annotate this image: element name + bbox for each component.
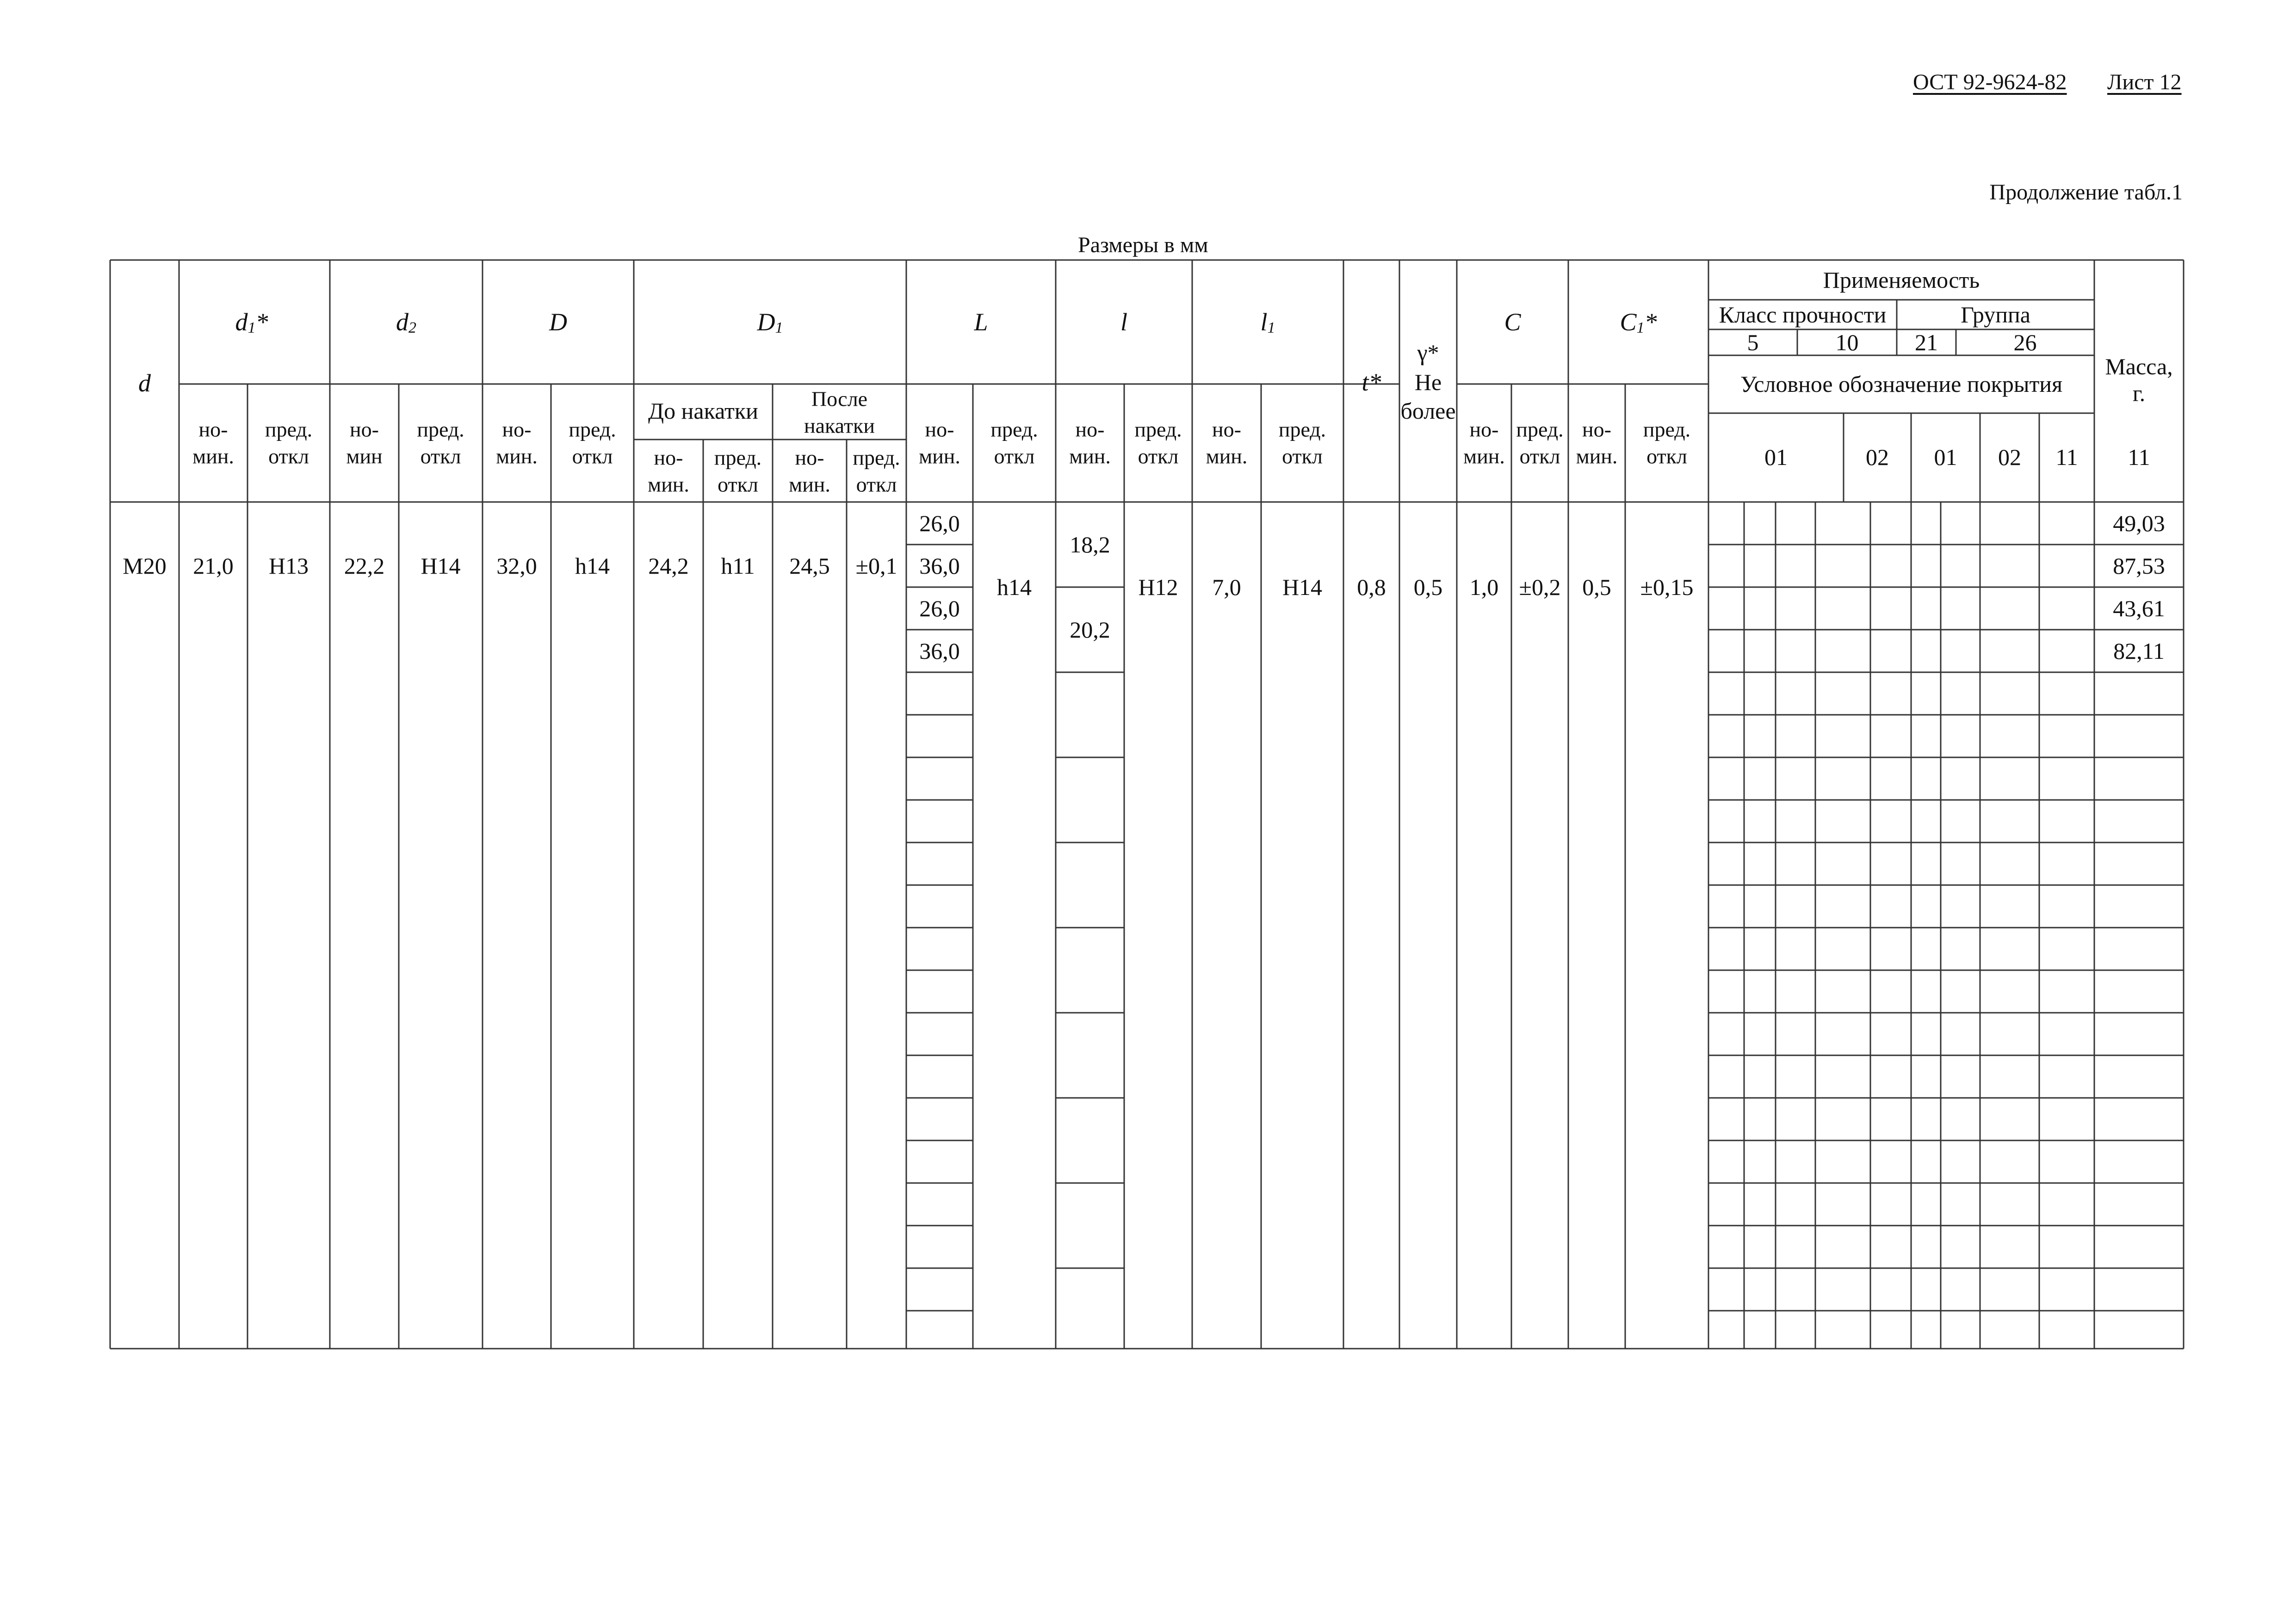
cell-d2-nom: 22,2 (344, 553, 385, 579)
pred-otkl-D1-1-line2: откл (856, 472, 897, 496)
header-d: d (138, 369, 151, 397)
cell-D1-before-tol: h11 (721, 553, 755, 579)
coating-code-2: 01 (1934, 444, 1957, 470)
nom-min-3-line2: мин. (1069, 444, 1111, 468)
cell-d2-tol: Н14 (421, 553, 461, 579)
pred-otkl-1-line1: пред. (417, 417, 464, 441)
pred-otkl-C1-line2: откл (1646, 444, 1687, 468)
nom-min-d2-line1: но- (350, 417, 379, 441)
header-applicability: Применяемость (1823, 267, 1980, 293)
nom-min-4-line2: мин. (1206, 444, 1248, 468)
header-gamma: γ* (1417, 340, 1439, 365)
nom-min-D1-0-line1: но- (654, 446, 683, 470)
pred-otkl-2-line2: откл (572, 444, 613, 468)
nom-min-C-line2: мин. (1463, 444, 1505, 468)
header-group: Группа (1961, 302, 2030, 328)
cell-mass-1: 87,53 (2113, 553, 2165, 579)
header-mass-unit: г. (2132, 380, 2146, 406)
nom-min-4-line1: но- (1212, 417, 1241, 441)
cell-mass-0: 49,03 (2113, 510, 2165, 536)
pred-otkl-0-line1: пред. (265, 417, 313, 441)
cell-d: М20 (123, 553, 167, 579)
coating-code-5: 11 (2128, 444, 2150, 470)
pred-otkl-3-line2: откл (994, 444, 1035, 468)
header-posle-nakatki-line2: накатки (804, 414, 875, 438)
pred-otkl-C1-line1: пред. (1643, 417, 1691, 441)
header-coating: Условное обозначение покрытия (1740, 371, 2063, 397)
header-gamma-bolee: более (1400, 398, 1456, 424)
cell-mass-2: 43,61 (2113, 595, 2165, 621)
cell-L-2: 26,0 (919, 595, 960, 621)
cell-D1-before-nom: 24,2 (648, 553, 689, 579)
cell-C1-nom: 0,5 (1582, 574, 1611, 600)
pred-otkl-C-line1: пред. (1516, 417, 1564, 441)
coating-code-1: 02 (1866, 444, 1889, 470)
header-strength-class: Класс прочности (1719, 302, 1887, 328)
pred-otkl-2-line1: пред. (569, 417, 616, 441)
cell-L-tol: h14 (997, 574, 1032, 600)
cell-D1-after-nom: 24,5 (789, 553, 830, 579)
cell-L-3: 36,0 (919, 638, 960, 664)
units-label: Размеры в мм (1078, 233, 1208, 257)
header-gamma-ne: Не (1414, 369, 1442, 395)
header-l: l (1120, 308, 1128, 336)
nom-min-C1-line1: но- (1582, 417, 1611, 441)
header-l1: $l_1$ (1260, 308, 1275, 336)
pred-otkl-C-line2: откл (1519, 444, 1560, 468)
nom-min-2-line1: но- (925, 417, 954, 441)
header-C1: $C_1*$ (1620, 308, 1657, 336)
coating-code-4: 11 (2055, 444, 2078, 470)
pred-otkl-4-line1: пред. (1134, 417, 1182, 441)
nom-min-D1-1-line2: мин. (789, 472, 830, 496)
group-26: 26 (2013, 329, 2037, 355)
header-do-nakatki: До накатки (648, 398, 758, 424)
nom-min-d2-line2: мин (346, 444, 383, 468)
group-21: 21 (1915, 329, 1938, 355)
nom-min-1-line1: но- (502, 417, 532, 441)
nom-min-C-line1: но- (1469, 417, 1499, 441)
header-D1: $D_1$ (757, 308, 783, 336)
continuation-label: Продолжение табл.1 (1989, 180, 2183, 204)
class-5: 5 (1747, 329, 1759, 355)
nom-min-0-line1: но- (198, 417, 228, 441)
cell-D1-after-tol: ±0,1 (855, 553, 897, 579)
header-mass: Масса, (2105, 353, 2173, 379)
cell-D-nom: 32,0 (496, 553, 537, 579)
cell-mass-3: 82,11 (2113, 638, 2165, 664)
pred-otkl-D1-0-line2: откл (718, 472, 758, 496)
cell-l1-nom: 7,0 (1212, 574, 1241, 600)
coating-code-3: 02 (1998, 444, 2021, 470)
pred-otkl-1-line2: откл (420, 444, 461, 468)
header-t: t* (1362, 368, 1381, 396)
cell-gamma: 0,5 (1413, 574, 1443, 600)
pred-otkl-D1-1-line1: пред. (853, 446, 900, 470)
cell-d1-tol: Н13 (268, 553, 309, 579)
header-D: D (549, 308, 567, 336)
header-C: C (1504, 308, 1521, 336)
cell-l-tol: Н12 (1138, 574, 1178, 600)
cell-l-0: 18,2 (1070, 532, 1110, 558)
cell-C-nom: 1,0 (1469, 574, 1499, 600)
nom-min-C1-line2: мин. (1576, 444, 1618, 468)
pred-otkl-5-line1: пред. (1278, 417, 1326, 441)
coating-code-0: 01 (1764, 444, 1788, 470)
cell-C-tol: ±0,2 (1519, 574, 1561, 600)
cell-l1-tol: Н14 (1282, 574, 1323, 600)
header-d2: $d_2$ (396, 308, 416, 336)
cell-L-1: 36,0 (919, 553, 960, 579)
cell-L-0: 26,0 (919, 510, 960, 536)
nom-min-D1-1-line1: но- (795, 446, 824, 470)
nom-min-0-line2: мин. (192, 444, 234, 468)
document-code: ОСТ 92-9624-82 (1913, 70, 2067, 94)
pred-otkl-4-line2: откл (1138, 444, 1179, 468)
pred-otkl-0-line2: откл (268, 444, 309, 468)
pred-otkl-3-line1: пред. (990, 417, 1038, 441)
nom-min-1-line2: мин. (496, 444, 538, 468)
nom-min-2-line2: мин. (919, 444, 960, 468)
cell-l-1: 20,2 (1070, 617, 1110, 643)
header-d1: $d_1*$ (235, 308, 268, 336)
class-10: 10 (1835, 329, 1859, 355)
header-posle-nakatki-line1: После (811, 387, 868, 411)
cell-t: 0,8 (1357, 574, 1386, 600)
nom-min-3-line1: но- (1075, 417, 1105, 441)
cell-d1-nom: 21,0 (193, 553, 234, 579)
sheet-number: Лист 12 (2107, 70, 2182, 94)
cell-C1-tol: ±0,15 (1640, 574, 1694, 600)
pred-otkl-D1-0-line1: пред. (714, 446, 762, 470)
pred-otkl-5-line2: откл (1282, 444, 1323, 468)
header-L: L (974, 308, 988, 336)
nom-min-D1-0-line2: мин. (648, 472, 689, 496)
cell-D-tol: h14 (575, 553, 610, 579)
